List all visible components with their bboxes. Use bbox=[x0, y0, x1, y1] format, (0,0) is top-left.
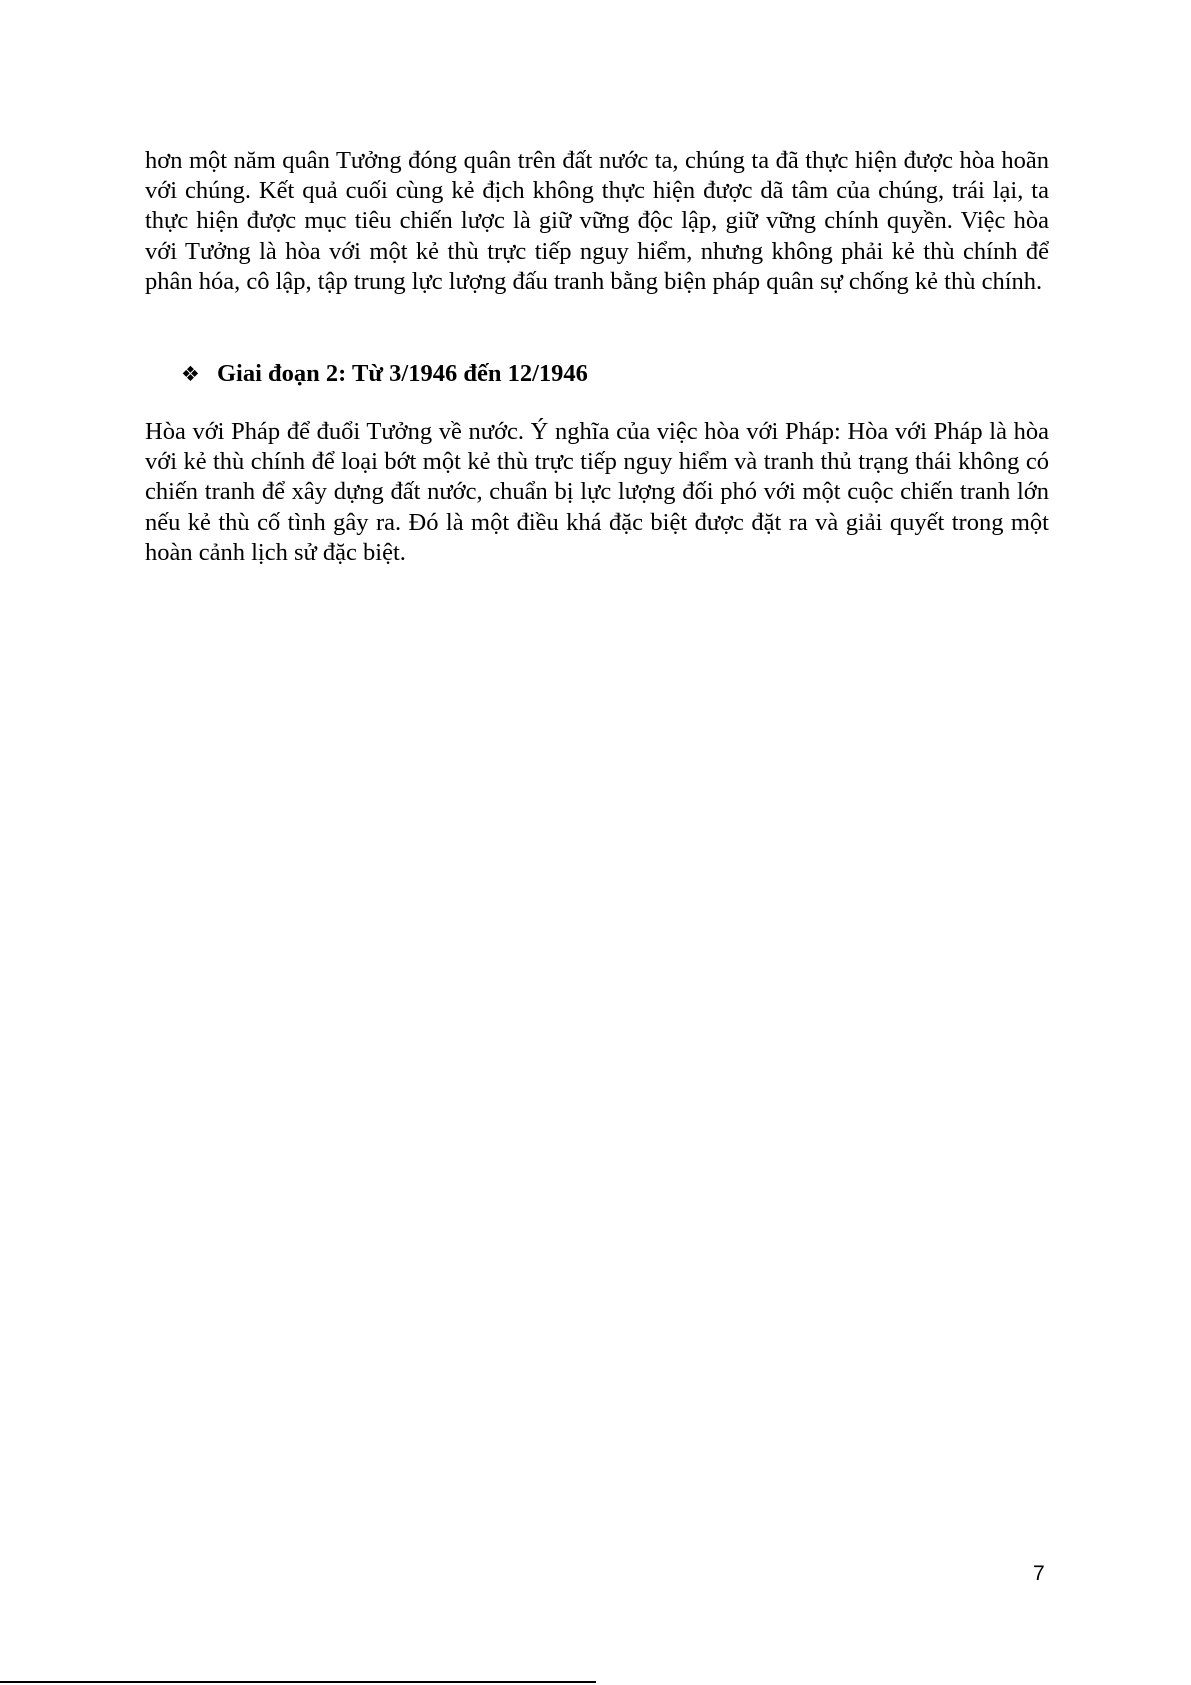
footnote-divider bbox=[0, 1681, 596, 1683]
body-paragraph-1: hơn một năm quân Tưởng đóng quân trên đất nước ta, chúng ta đã thực hiện được hòa hoãn với chúng. Kết quả cuối cùng kẻ địch không thực hiện được dã tâm của chúng, trái lại, ta thực hiện được mục tiêu chiến lược là giữ vững độc lập, giữ vững chính quyền. Việc hòa với Tưởng là hòa với một kẻ thù trực tiếp nguy hiểm, nhưng không phải kẻ thù chính để phân hóa, cô lập, tập trung lực lượng đấu tranh bằng biện pháp quân sự chống kẻ thù chính. bbox=[145, 147, 1049, 295]
body-paragraph-2: Hòa với Pháp để đuổi Tưởng về nước. Ý nghĩa của việc hòa với Pháp: Hòa với Pháp là hòa với kẻ thù chính để loại bớt một kẻ thù trực tiếp nguy hiểm và tranh thủ trạng thái không có chiến tranh để xây dựng đất nước, chuẩn bị lực lượng đối phó với một cuộc chiến tranh lớn nếu kẻ thù cố tình gây ra. Đó là một điều khá đặc biệt được đặt ra và giải quyết trong một hoàn cảnh lịch sử đặc biệt. bbox=[145, 418, 1049, 566]
section-heading bbox=[181, 359, 588, 389]
section-heading-text: Giai đoạn 2: Từ 3/1946 đến 12/1946 bbox=[217, 360, 588, 387]
diamond-bullet-icon: ❖ bbox=[181, 362, 200, 386]
page-number: 7 bbox=[1033, 1562, 1045, 1585]
